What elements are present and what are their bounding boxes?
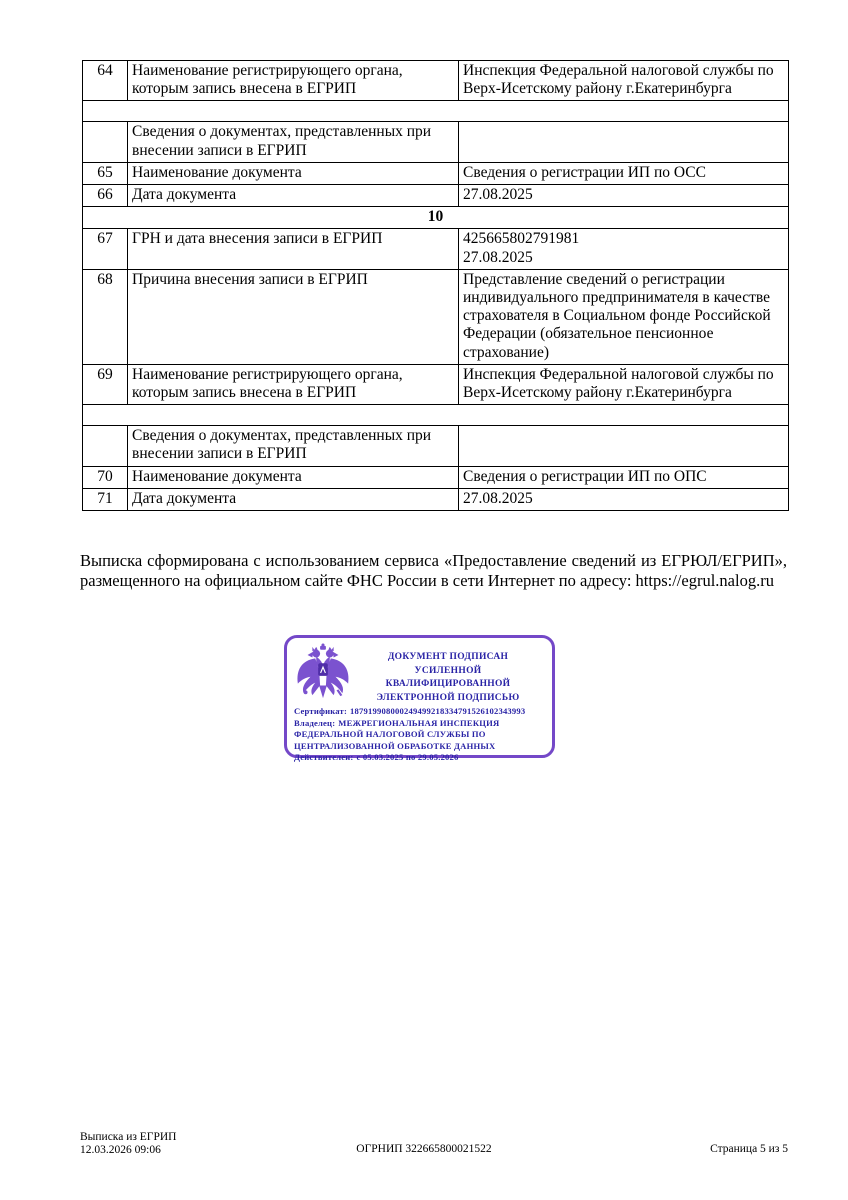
validity-value: с 05.03.2025 по 29.05.2026 (356, 752, 459, 763)
row-label-cell: Сведения о документах, представленных при внесении записи в ЕГРИП (128, 426, 459, 466)
footer-page-number: Страница 5 из 5 (710, 1143, 788, 1155)
row-number-cell: 69 (83, 364, 128, 404)
stamp-title-line3: ЭЛЕКТРОННОЙ ПОДПИСЬЮ (376, 692, 520, 703)
digital-signature-stamp (284, 635, 555, 763)
owner-value: МЕЖРЕГИОНАЛЬНАЯ ИНСПЕКЦИЯ ФЕДЕРАЛЬНОЙ НАЛОГОВОЙ СЛУЖБЫ ПО ЦЕНТРАЛИЗОВАННОЙ ОБРАБОТКЕ ДАННЫХ (294, 717, 500, 751)
row-value-cell (459, 122, 789, 162)
row-label-cell: Наименование регистрирующего органа, которым запись внесена в ЕГРИП (128, 61, 459, 101)
table-spacer-row (83, 101, 789, 122)
table-row (83, 185, 789, 207)
row-number-cell: 64 (83, 61, 128, 101)
row-value-cell: Сведения о регистрации ИП по ОПС (459, 466, 789, 488)
row-value-cell (459, 426, 789, 466)
row-value-cell: 27.08.2025 (459, 488, 789, 510)
validity-label: Действителен: (294, 752, 354, 763)
row-label-cell: Наименование документа (128, 466, 459, 488)
table-row (83, 162, 789, 184)
stamp-header-row (294, 642, 544, 705)
row-label-cell: Наименование документа (128, 162, 459, 184)
certificate-value: 187919908000249499218334791526102343993 (350, 706, 526, 716)
table-row (83, 61, 789, 101)
section-number-cell: 10 (83, 207, 789, 229)
stamp-title-line1: ДОКУМЕНТ ПОДПИСАН (387, 652, 509, 662)
footer-ogrnip: ОГРНИП 322665800021522 (356, 1143, 492, 1155)
table-row (83, 364, 789, 404)
row-number-cell: 65 (83, 162, 128, 184)
egrip-extract-table (82, 60, 789, 511)
certificate-label: Сертификат: (294, 706, 348, 716)
row-number-cell: 68 (83, 269, 128, 364)
spacer-cell (83, 405, 789, 426)
row-value-cell: Представление сведений о регистрации индивидуального предпринимателя в качестве страхователя в Социальном фонде Российской Федерации (обязательное пенсионное страхование) (459, 269, 789, 364)
table-row (83, 229, 789, 269)
owner-label: Владелец: (294, 717, 336, 728)
row-number-cell: 67 (83, 229, 128, 269)
table-spacer-row (83, 405, 789, 426)
table-row (83, 466, 789, 488)
row-number-cell: 70 (83, 466, 128, 488)
coat-of-arms-icon (294, 642, 352, 700)
row-number-cell (83, 426, 128, 466)
stamp-validity-line (294, 752, 544, 764)
row-label-cell: Причина внесения записи в ЕГРИП (128, 269, 459, 364)
row-value-cell: 425665802791981 27.08.2025 (459, 229, 789, 269)
footer-doc-type: Выписка из ЕГРИП (80, 1131, 177, 1143)
row-value-cell: Инспекция Федеральной налоговой службы по Верх-Исетскому району г.Екатеринбурга (459, 61, 789, 101)
row-value-cell: 27.08.2025 (459, 185, 789, 207)
row-value-cell: Сведения о регистрации ИП по ОСС (459, 162, 789, 184)
spacer-cell (83, 101, 789, 122)
row-number-cell (83, 122, 128, 162)
row-number-cell: 66 (83, 185, 128, 207)
table-row (83, 488, 789, 510)
row-number-cell: 71 (83, 488, 128, 510)
stamp-owner-line (294, 718, 544, 753)
extract-source-notice: Выписка сформирована с использованием сервиса «Предоставление сведений из ЕГРЮЛ/ЕГРИП», размещенного на официальном сайте ФНС России в сети Интернет по адресу: https://egrul.nalog.ru (80, 551, 787, 590)
stamp-details (294, 706, 544, 764)
table-section-row (83, 207, 789, 229)
row-label-cell: Дата документа (128, 488, 459, 510)
egrip-table-body (83, 61, 789, 511)
table-row (83, 269, 789, 364)
emblem-shield (318, 663, 328, 676)
stamp-title (352, 642, 544, 705)
table-subheader-row (83, 122, 789, 162)
row-label-cell: Дата документа (128, 185, 459, 207)
table-subheader-row (83, 426, 789, 466)
row-label-cell: ГРН и дата внесения записи в ЕГРИП (128, 229, 459, 269)
footer-datetime: 12.03.2026 09:06 (80, 1144, 161, 1156)
row-label-cell: Наименование регистрирующего органа, которым запись внесена в ЕГРИП (128, 364, 459, 404)
row-value-cell: Инспекция Федеральной налоговой службы по Верх-Исетскому району г.Екатеринбурга (459, 364, 789, 404)
stamp-certificate-line (294, 706, 544, 718)
row-label-cell: Сведения о документах, представленных при внесении записи в ЕГРИП (128, 122, 459, 162)
stamp-title-line2: УСИЛЕННОЙ КВАЛИФИЦИРОВАННОЙ (385, 665, 511, 689)
